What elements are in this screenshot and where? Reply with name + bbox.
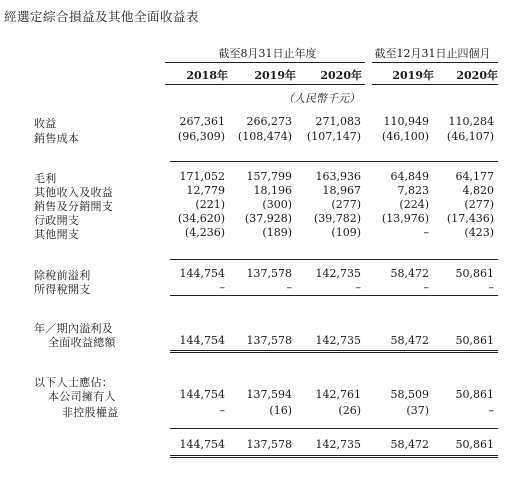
cell-value: 58,472 [390, 267, 429, 280]
total-rule [170, 455, 498, 458]
row-label: 非控股權益 [62, 406, 119, 419]
cell-value: (277) [464, 198, 494, 211]
row-label: 所得稅開支 [34, 283, 91, 296]
cell-value: 171,052 [179, 170, 225, 183]
cell-value: – [355, 281, 361, 294]
cell-value: 58,509 [390, 388, 429, 401]
cell-value: (34,620) [177, 212, 225, 225]
cell-value: 144,754 [179, 438, 225, 451]
cell-value: 50,861 [455, 388, 494, 401]
cell-value: 50,861 [455, 334, 494, 347]
cell-value: (17,436) [446, 212, 494, 225]
subtotal-rule [170, 161, 498, 162]
cell-value: 18,196 [253, 184, 292, 197]
cell-value: – [488, 404, 494, 417]
cell-value: (46,100) [381, 130, 429, 143]
cell-value: (39,782) [313, 212, 361, 225]
unit-label: （人民幣千元） [283, 92, 360, 105]
cell-value: 144,754 [179, 334, 225, 347]
year-header: 2019年 [392, 69, 434, 82]
cell-value: 7,823 [397, 184, 429, 197]
row-label: 以下人士應佔： [34, 376, 114, 389]
row-label: 收益 [34, 117, 57, 130]
cell-value: (109) [331, 226, 361, 239]
cell-value: 142,735 [315, 438, 361, 451]
cell-value: (277) [331, 198, 361, 211]
cell-value: 267,361 [179, 115, 225, 128]
cell-value: 50,861 [455, 267, 494, 280]
cell-value: 163,936 [315, 170, 361, 183]
row-label: 全面收益總額 [48, 336, 116, 349]
row-label: 銷售及分銷開支 [34, 200, 114, 213]
cell-value: 50,861 [455, 438, 494, 451]
cell-value: (221) [195, 198, 225, 211]
group-underline [165, 62, 365, 63]
subtotal-rule [170, 428, 498, 429]
cell-value: 58,472 [390, 334, 429, 347]
cell-value: 18,967 [322, 184, 361, 197]
year-underline [372, 84, 498, 85]
cell-value: 144,754 [179, 388, 225, 401]
cell-value: 142,735 [315, 267, 361, 280]
cell-value: – [219, 404, 225, 417]
cell-value: – [423, 226, 429, 239]
year-header: 2020年 [456, 69, 498, 82]
cell-value: 58,472 [390, 438, 429, 451]
cell-value: (4,236) [184, 226, 225, 239]
row-label: 銷售成本 [34, 132, 80, 145]
cell-value: 137,578 [246, 438, 292, 451]
cell-value: 4,820 [462, 184, 494, 197]
column-group-header-interim: 截至12月31日止四個月 [374, 47, 491, 60]
cell-value: (96,309) [177, 130, 225, 143]
cell-value: 12,779 [186, 184, 225, 197]
cell-value: (189) [262, 226, 292, 239]
subtotal-rule [170, 259, 498, 260]
year-header: 2019年 [254, 69, 296, 82]
cell-value: – [423, 281, 429, 294]
row-label: 其他開支 [34, 228, 80, 241]
cell-value: 64,177 [455, 170, 494, 183]
year-header: 2020年 [320, 69, 362, 82]
cell-value: – [488, 281, 494, 294]
cell-value: – [286, 281, 292, 294]
cell-value: (423) [464, 226, 494, 239]
cell-value: (16) [269, 404, 292, 417]
cell-value: (37,928) [244, 212, 292, 225]
cell-value: 110,284 [448, 115, 494, 128]
cell-value: 137,578 [246, 267, 292, 280]
cell-value: 142,735 [315, 334, 361, 347]
row-label: 年／期內溢利及 [34, 322, 114, 335]
cell-value: 157,799 [246, 170, 292, 183]
cell-value: – [219, 281, 225, 294]
cell-value: (108,474) [237, 130, 292, 143]
total-rule [170, 350, 498, 353]
subtotal-rule [170, 295, 498, 296]
cell-value: (26) [338, 404, 361, 417]
row-label: 本公司擁有人 [48, 390, 116, 403]
column-group-header-annual: 截至8月31日止年度 [218, 47, 317, 60]
cell-value: 110,949 [383, 115, 429, 128]
cell-value: (107,147) [306, 130, 361, 143]
group-underline [372, 62, 498, 63]
row-label: 其他收入及收益 [34, 186, 114, 199]
cell-value: 271,083 [315, 115, 361, 128]
cell-value: 142,761 [315, 388, 361, 401]
cell-value: (37) [406, 404, 429, 417]
cell-value: (224) [399, 198, 429, 211]
cell-value: (13,976) [381, 212, 429, 225]
cell-value: 266,273 [246, 115, 292, 128]
cell-value: (300) [262, 198, 292, 211]
row-label: 毛利 [34, 172, 57, 185]
cell-value: 137,594 [246, 388, 292, 401]
year-header: 2018年 [186, 69, 228, 82]
cell-value: 144,754 [179, 267, 225, 280]
cell-value: 64,849 [390, 170, 429, 183]
row-label: 除稅前溢利 [34, 269, 91, 282]
row-label: 行政開支 [34, 214, 80, 227]
year-underline [165, 84, 365, 85]
cell-value: (46,107) [446, 130, 494, 143]
table-title: 經選定綜合損益及其他全面收益表 [4, 9, 200, 24]
cell-value: 137,578 [246, 334, 292, 347]
